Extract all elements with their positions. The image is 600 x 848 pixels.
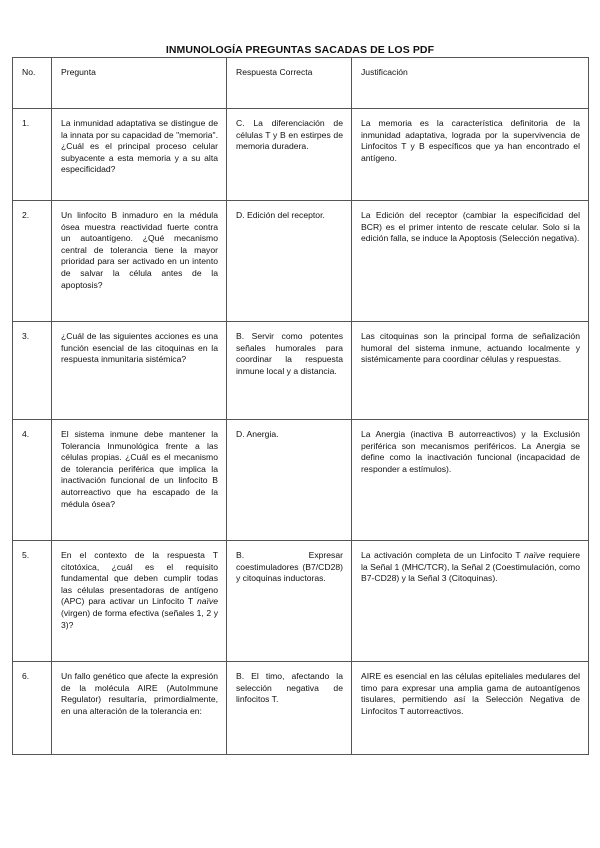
row-number: 4.	[13, 420, 52, 541]
answer-cell: B. Servir como potentes señales humorales para coordinar la respuesta inmune local y a distancia.	[227, 322, 352, 420]
header-question: Pregunta	[52, 58, 227, 109]
table-row	[13, 322, 589, 420]
header-answer: Respuesta Correcta	[227, 58, 352, 109]
table-row	[13, 201, 589, 322]
question-cell: Un fallo genético que afecte la expresión de la molécula AIRE (AutoImmune Regulator) resultaría, primordialmente, en una alteración de la tolerancia en:	[52, 662, 227, 755]
answer-cell: B. El timo, afectando la selección negativa de linfocitos T.	[227, 662, 352, 755]
naive-term: naïve	[523, 550, 545, 560]
justification-text: requiere la Señal 1 (MHC/TCR), la Señal 2 (Coestimulación, como B7-CD28) y la Señal 3 (Citoquinas).	[361, 550, 580, 584]
question-cell: ¿Cuál de las siguientes acciones es una función esencial de las citoquinas en la respuesta inmunitaria sistémica?	[52, 322, 227, 420]
row-number: 1.	[13, 109, 52, 201]
row-number: 3.	[13, 322, 52, 420]
question-cell	[52, 541, 227, 662]
row-number: 2.	[13, 201, 52, 322]
question-cell: La inmunidad adaptativa se distingue de la innata por su capacidad de "memoria". ¿Cuál es el principal proceso celular subyacente a esta memoria y a su alta especificidad?	[52, 109, 227, 201]
row-number: 6.	[13, 662, 52, 755]
question-cell: Un linfocito B inmaduro en la médula ósea muestra reactividad fuerte contra un autoantígeno. ¿Qué mecanismo central de tolerancia tiene la mayor prioridad para ser activado en un intento de salvar la célula antes de la apoptosis?	[52, 201, 227, 322]
header-no: No.	[13, 58, 52, 109]
questions-table	[12, 57, 589, 755]
header-justification: Justificación	[352, 58, 589, 109]
answer-cell: B. Expresar coestimuladores (B7/CD28) y citoquinas inductoras.	[227, 541, 352, 662]
question-cell: El sistema inmune debe mantener la Tolerancia Inmunológica frente a las células propias. ¿Cuál es el mecanismo de tolerancia periférica que implica la inactivación funcional de un linfocito B autorreactivo que ha escapado de la médula ósea?	[52, 420, 227, 541]
row-number: 5.	[13, 541, 52, 662]
naive-term: naïve	[196, 596, 218, 607]
justification-cell: AIRE es esencial en las células epiteliales medulares del timo para expresar una amplia gama de autoantígenos tisulares, permitiendo así la Selección Negativa de Linfocitos T autorreactivos.	[352, 662, 589, 755]
table-header-row	[13, 58, 589, 109]
table-row	[13, 541, 589, 662]
answer-cell: D. Anergia.	[227, 420, 352, 541]
justification-cell: Las citoquinas son la principal forma de señalización humoral del sistema inmune, actuando localmente y sistémicamente para coordinar células y respuestas.	[352, 322, 589, 420]
justification-cell: La Edición del receptor (cambiar la especificidad del BCR) es el primer intento de rescate celular. Solo si la edición falla, se induce la Apoptosis (Selección negativa).	[352, 201, 589, 322]
justification-text: La activación completa de un Linfocito T	[361, 550, 524, 560]
table-row	[13, 420, 589, 541]
justification-cell	[352, 541, 589, 662]
answer-cell: D. Edición del receptor.	[227, 201, 352, 322]
table-row	[13, 662, 589, 755]
justification-cell: La memoria es la característica definitoria de la inmunidad adaptativa, lograda por la supervivencia de Linfocitos T y B específicos que ya han encontrado el antígeno.	[352, 109, 589, 201]
table-row	[13, 109, 589, 201]
question-text: (virgen) de forma efectiva (señales 1, 2 y 3)?	[61, 607, 218, 630]
question-text: En el contexto de la respuesta T citotóxica, ¿cuál es el requisito fundamental que deben cumplir todas las células presentadoras de antígeno (APC) para activar un Linfocito T	[61, 550, 218, 607]
justification-cell: La Anergia (inactiva B autorreactivos) y la Exclusión periférica son mecanismos periféricos. La Anergia se define como la inactivación funcional (incapacidad de responder a estímulos).	[352, 420, 589, 541]
page-title: INMUNOLOGÍA PREGUNTAS SACADAS DE LOS PDF	[165, 44, 435, 56]
answer-cell: C. La diferenciación de células T y B en estirpes de memoria duradera.	[227, 109, 352, 201]
